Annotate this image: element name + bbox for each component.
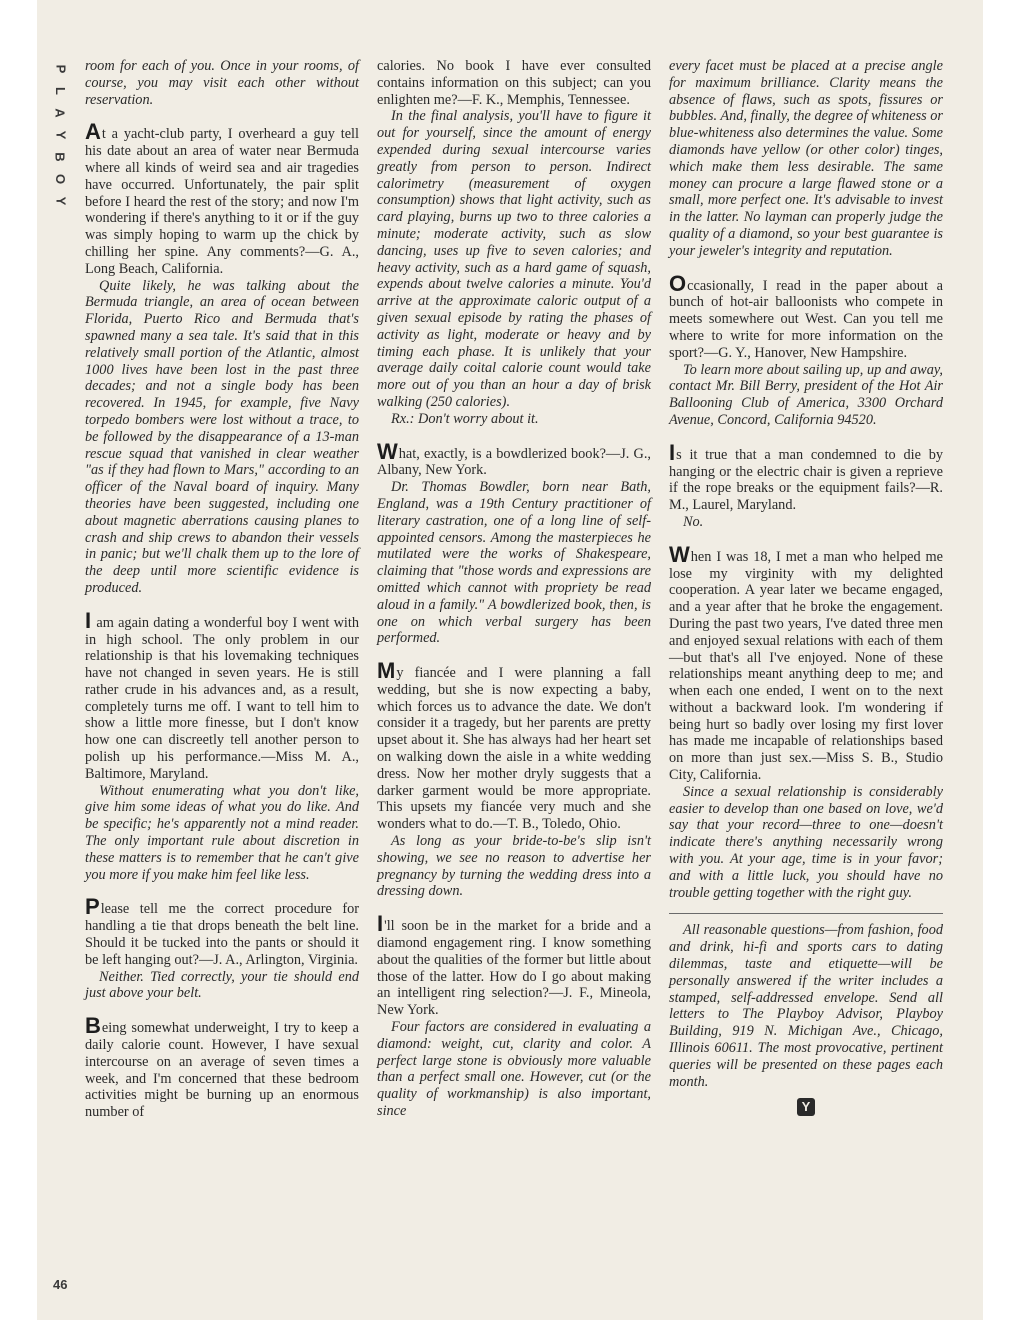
drop-cap: B xyxy=(85,1013,101,1039)
drop-cap: I xyxy=(377,911,384,937)
runner-letter: O xyxy=(53,173,68,185)
column-1 xyxy=(85,58,359,1121)
answer-diamond: Four factors are considered in evaluating a diamond: weight, cut, clarity and color. A perfect large stone is obviously more valuable than a perfect small one. However, cut (or the quality of workmanship) is also important, since xyxy=(377,1019,651,1120)
drop-cap: I xyxy=(669,439,676,465)
drop-cap: A xyxy=(85,119,101,145)
drop-cap: M xyxy=(377,658,396,684)
runner-letter: Y xyxy=(52,130,68,140)
answer-wedding: As long as your bride-to-be's slip isn't showing, we see no reason to advertise her pregnancy by turning the wedding dress into a dressing down. xyxy=(377,833,651,900)
question-relationships: When I was 18, I met a man who helped me lose my virginity with my delighted cooperation. A year later we became engaged, and a year after that he broke the engagement. During the past two years, I've dated three men and enjoyed sexual relations with each of them—but that's all I've enjoyed. None of these relationships meant anything deep to me; and when each one ended, I went on to the next without a backward look. I'm wondering if being hurt so badly over losing my first lover has made me incapable of relationships based on more than just sex.—Miss S. B., Studio City, California. xyxy=(669,541,943,784)
question-bermuda: At a yacht-club party, I overheard a guy tell his date about an area of water near Bermuda where all kinds of weird sea and air tragedies have occurred. Unfortunately, the pair split before I heard the rest of the story; and now I'm wondering if there's anything to it or if the guy was simply hoping to warm up the chick by chilling her spine. Any comments?—G. A., Long Beach, California. xyxy=(85,119,359,277)
question-wedding: My fiancée and I were planning a fall wedding, but she is now expecting a baby, which forces us to advance the date. We don't consider it a tragedy, but her parents are pretty upset about it. She has always had her heart set on walking down the aisle in a white wedding dress. Now her mother dryly suggests that a darker garment would be more appropriate. This upsets my fiancée very much and she wonders what to do.—T. B., Toledo, Ohio. xyxy=(377,658,651,833)
page-number: 46 xyxy=(53,1277,68,1292)
runner-letter: P xyxy=(52,64,68,74)
question-tie: Please tell me the correct procedure for handling a tie that drops beneath the belt line. Should it be tucked into the pants or should it be left hanging out?—J. A., Arlington, Virginia. xyxy=(85,894,359,968)
magazine-page xyxy=(37,0,983,1320)
answer-tie: Neither. Tied correctly, your tie should end just above your belt. xyxy=(85,968,359,1002)
runner-letter: B xyxy=(52,152,68,162)
column-2 xyxy=(377,58,651,1120)
answer-reprieve: No. xyxy=(683,513,704,530)
answer-bowdlerized: Dr. Thomas Bowdler, born near Bath, England, was a 19th Century practitioner of literary castration, one of a long line of self-appointed censors. Among the masterpieces he mutilated were the works of Shakespeare, claiming that "those words and expressions are omitted which cannot with propriety be read aloud in a family." A bowdlerized book, then, is one on which verbal surgery has been performed. xyxy=(377,479,651,647)
drop-cap: W xyxy=(669,541,690,567)
answer-calories-rx: Rx.: Don't worry about it. xyxy=(391,410,539,427)
answer-continued: room for each of you. Once in your rooms, of course, you may visit each other without reservation. xyxy=(85,58,359,108)
question-diamond: I'll soon be in the market for a bride and a diamond engagement ring. I know something about the qualities of the former but little about those of the latter. How do I go about making an intelligent ring selection?—J. F., Mineola, New York. xyxy=(377,911,651,1019)
answer-balloon: To learn more about sailing up, up and away, contact Mr. Bill Berry, president of the Hot Air Ballooning Club of America, 3300 Orchard Avenue, Concord, California 94520. xyxy=(669,361,943,428)
closing-note: All reasonable questions—from fashion, food and drink, hi-fi and sports cars to dating dilemmas, taste and etiquette—will be personally answered if the writer includes a stamped, self-addressed envelope. Send all letters to The Playboy Advisor, Playboy Building, 919 N. Michigan Ave., Chicago, Illinois 60611. The most provocative, pertinent queries will be presented on these pages each month. xyxy=(669,922,943,1090)
column-3 xyxy=(669,58,943,1116)
question-bowdlerized: What, exactly, is a bowdlerized book?—J. G., Albany, New York. xyxy=(377,438,651,479)
question-balloon: Occasionally, I read in the paper about a bunch of hot-air balloonists who compete in meets somewhere out West. Can you tell me where to write for more information on the sport?—G. Y., Hanover, New Hampshire. xyxy=(669,270,943,361)
answer-lovemaking: Without enumerating what you don't like, give him some ideas of what you do like. And be specific; he's apparently not a mind reader. The only important rule about discretion in these matters is to remember that he can't give you more if you make him feel like less. xyxy=(85,782,359,883)
question-calories: Being somewhat underweight, I try to keep a daily calorie count. However, I have sexual intercourse on an average of seven times a week, and I'm concerned that these bedroom activities might be burning up an enormous number of xyxy=(85,1013,359,1121)
question-lovemaking: I am again dating a wonderful boy I went with in high school. The only problem in our relationship is that his lovemaking techniques have not changed in seven years. He is still rather crude in his advances and, as a result, completely turns me off. I want to tell him to show a little more finesse, but I don't know how one can discreetly tell another person to polish up his performance.—Miss M. A., Baltimore, Maryland. xyxy=(85,607,359,782)
runner-letter: L xyxy=(52,87,68,95)
answer-bermuda: Quite likely, he was talking about the Bermuda triangle, an area of ocean between Florida, Puerto Rico and Bermuda that's spawned many a sea tale. It's said that in this relatively small portion of the Atlantic, almost 1000 lives have been lost in the past three decades; and not a single body has been recovered. In 1945, for example, five Navy torpedo bombers were lost without a trace, to be followed by the disappearance of a 13-man rescue squad that vanished in clear weather "as if they had flown to Mars," according to an officer of the Naval board of inquiry. Many theories have been suggested, including one about magnetic aberrations causing planes to crash and ship crews to abandon their vessels in panic; but we'll chalk them up to the lore of the deep until more scientific evidence is produced. xyxy=(85,277,359,596)
drop-cap: W xyxy=(377,438,398,464)
question-reprieve: Is it true that a man condemned to die by hanging or the electric chair is given a reprieve if the rope breaks or the equipment fails?—R. M., Laurel, Maryland. xyxy=(669,439,943,514)
answer-diamond-continued: every facet must be placed at a precise angle for maximum brilliance. Clarity means the absence of flaws, such as spots, fissures or bubbles. And, finally, the degree of whiteness or blue-whiteness also determines the value. Some diamonds have yellow (or other color) tinges, which make them less desirable. The same money can procure a large flawed stone or a small, more perfect one. It's advisable to invest in the latter. No layman can properly judge the quality of a diamond, so your best guarantee is your jeweler's integrity and reputation. xyxy=(669,58,943,259)
divider xyxy=(669,913,943,914)
drop-cap: I xyxy=(85,607,92,633)
runner-letter: A xyxy=(52,108,68,118)
running-head xyxy=(49,58,71,212)
drop-cap: O xyxy=(669,270,687,296)
question-calories-continued: calories. No book I have ever consulted contains information on this subject; can you enlighten me?—F. K., Memphis, Tennessee. xyxy=(377,58,651,108)
runner-letter: Y xyxy=(52,196,68,206)
drop-cap: P xyxy=(85,894,100,920)
answer-calories: In the final analysis, you'll have to figure it out for yourself, since the amount of energy expended during sexual intercourse varies greatly from person to person. Indirect calorimetry (measurement of oxygen consumption) shows that light activity, such as card playing, burns up two to three calories a minute; moderate activity, such as slow dancing, uses up five to seven calories; and heavy activity, such as a hard game of squash, expends about twelve calories a minute. You'd arrive at the approximate caloric output of a given sexual episode by rating the phases of activity as light, moderate or heavy and by timing each phase. It is unlikely that your average daily coital calorie count would take more out of you than an hour a day of brisk walking (250 calories). xyxy=(377,108,651,410)
answer-relationships: Since a sexual relationship is considerably easier to develop than one based on love, we'd say that your record—three to one—doesn't indicate there's anything necessarily wrong with you. At your age, time is in your favor; and with a little luck, you should have no trouble getting together with the right guy. xyxy=(669,783,943,901)
playboy-logo: Y xyxy=(797,1098,815,1116)
